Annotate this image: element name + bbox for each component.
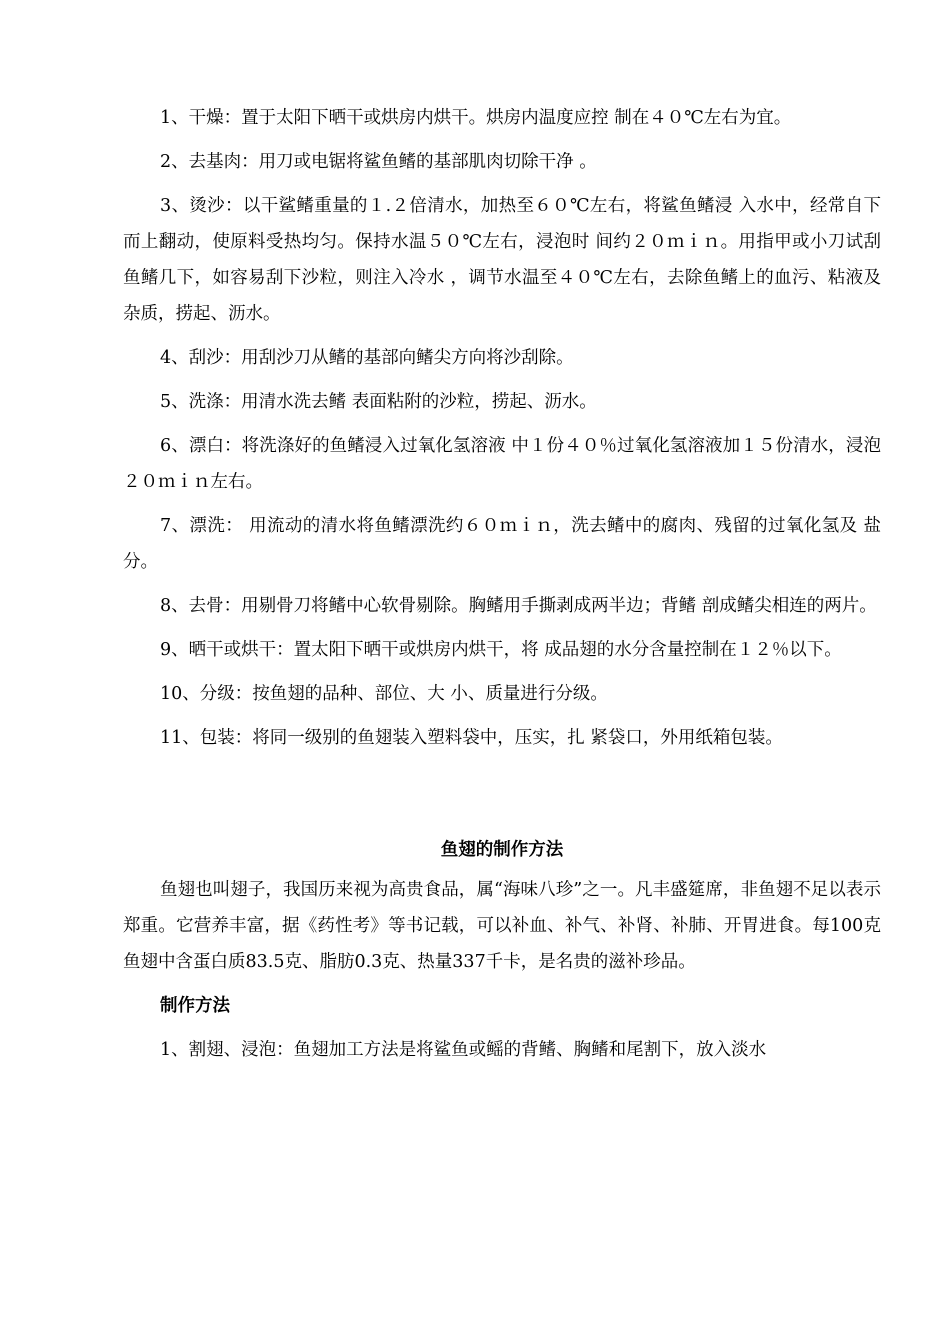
step-rinse: 7、漂洗： 用流动的清水将鱼鳍漂洗约６０ｍｉｎ，洗去鳍中的腐肉、残留的过氧化氢及 盐分。: [123, 516, 881, 572]
step-bleach: 6、漂白：将洗涤好的鱼鳍浸入过氧化氢溶液 中１份４０％过氧化氢溶液加１５份清水，浸泡２０ｍｉｎ左右。: [123, 436, 881, 492]
step-wash: 5、洗涤：用清水洗去鳍 表面粘附的沙粒，捞起、沥水。: [160, 392, 597, 412]
step-package: 11、包装：将同一级别的鱼翅装入塑料袋中，压实，扎 紧袋口，外用纸箱包装。: [160, 728, 783, 748]
section-title: 鱼翅的制作方法: [440, 840, 564, 860]
step-remove-base-meat: 2、去基肉：用刀或电锯将鲨鱼鳍的基部肌肉切除干净 。: [160, 152, 597, 172]
step-grade: 10、分级：按鱼翅的品种、部位、大 小、质量进行分级。: [160, 684, 608, 704]
step-scrape-sand: 4、刮沙：用刮沙刀从鳍的基部向鳍尖方向将沙刮除。: [160, 348, 574, 368]
section-intro: 鱼翅也叫翅子，我国历来视为高贵食品，属“海味八珍”之一。凡丰盛筵席，非鱼翅不足以表示郑重。它营养丰富，据《药性考》等书记载，可以补血、补气、补肾、补肺、开胃进食。每100克鱼翅中含蛋白质83.5克、脂肪0.3克、热量337千卡，是名贵的滋补珍品。: [123, 880, 881, 972]
step-drying: 1、干燥：置于太阳下晒干或烘房内烘干。烘房内温度应控 制在４０℃左右为宜。: [160, 108, 792, 128]
method-subheading: 制作方法: [160, 996, 230, 1016]
step-debone: 8、去骨：用剔骨刀将鳍中心软骨剔除。胸鳍用手撕剥成两半边；背鳍 剖成鳍尖相连的两片。: [160, 596, 877, 616]
method-step-1: 1、割翅、浸泡：鱼翅加工方法是将鲨鱼或鳐的背鳍、胸鳍和尾割下，放入淡水: [160, 1040, 767, 1060]
section-spacer: [123, 764, 881, 832]
step-dry: 9、晒干或烘干：置太阳下晒干或烘房内烘干，将 成品翅的水分含量控制在１２％以下。: [160, 640, 842, 660]
step-scald-sand: 3、烫沙：以干鲨鳍重量的１.２倍清水，加热至６０℃左右，将鲨鱼鳍浸 入水中，经常自下而上翻动，使原料受热均匀。保持水温５０℃左右，浸泡时 间约２０ｍｉｎ。用指甲或小刀试刮鱼鳍几下，如容易刮下沙粒，则注入冷水 ，调节水温至４０℃左右，去除鱼鳍上的血污、粘液及杂质，捞起、沥水。: [123, 196, 881, 324]
document-page: [123, 100, 881, 1068]
